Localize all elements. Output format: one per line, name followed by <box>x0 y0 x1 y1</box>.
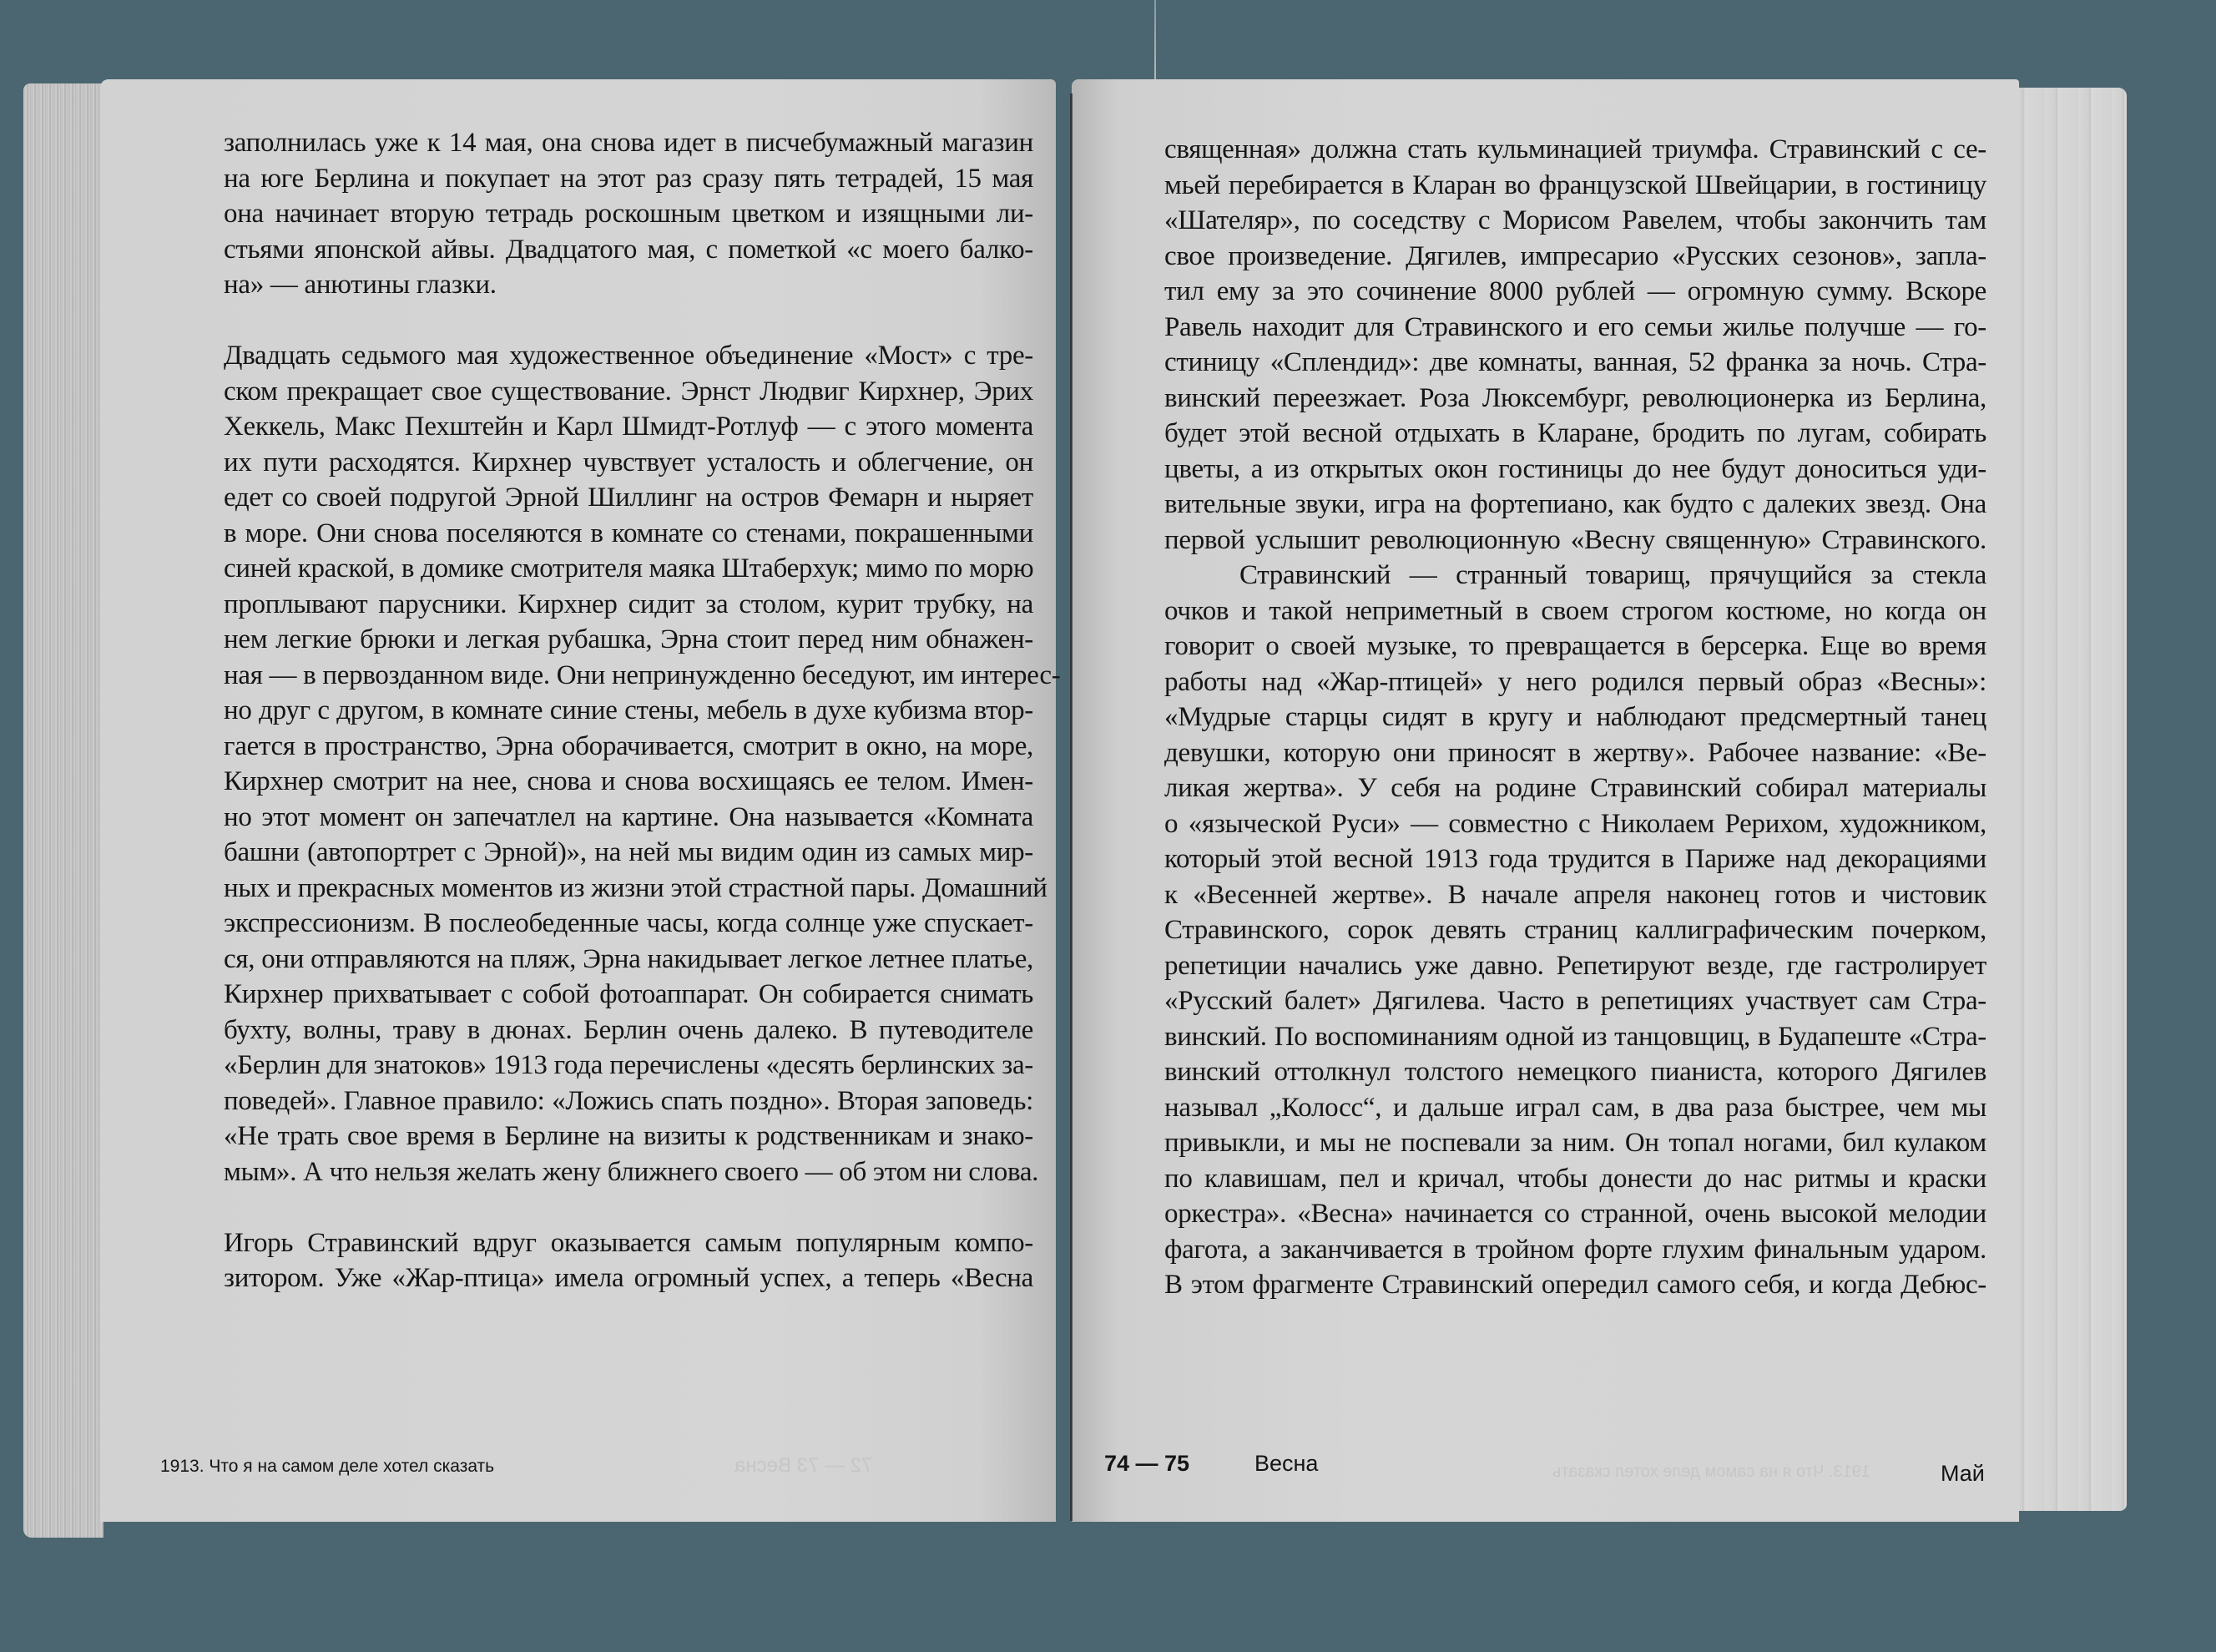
text-line: винский оттолкнул толстого немецкого пианиста, которого Дягилев <box>1164 1057 1986 1087</box>
text-line: но друг с другом, в комнате синие стены, мебель в духе кубизма втор- <box>224 695 1033 725</box>
text-line: священная» должна стать кульминацией триумфа. Стравинский с се- <box>1164 134 1986 164</box>
text-line: «Берлин для знатоков» 1913 года перечислены «десять берлинских за- <box>224 1050 1033 1080</box>
show-through-left: 72 — 73 Весна <box>734 1454 873 1477</box>
text-line: называл „Колосс“, и дальше играл сам, в два раза быстрее, чем мы <box>1164 1092 1986 1123</box>
text-line: ликая жертва». У себя на родине Стравинский собирал материалы <box>1164 773 1986 803</box>
text-line: очков и такой неприметный в своем строгом костюме, но когда он <box>1164 595 1986 626</box>
text-line: будет этой весной отдыхать в Кларане, бродить по лугам, собирать <box>1164 418 1986 448</box>
text-line: Стравинский — странный товарищ, прячущийся за стекла <box>1239 560 1986 590</box>
text-line: но этот момент он запечатлел на картине. Она называется «Комната <box>224 801 1033 832</box>
paragraph <box>224 1225 1033 1296</box>
right-page-edges <box>2012 88 2127 1511</box>
text-line: ском прекращает свое существование. Эрнст Людвиг Кирхнер, Эрих <box>224 376 1033 407</box>
paragraph <box>1164 132 1986 558</box>
text-line: Двадцать седьмого мая художественное объединение «Мост» с тре- <box>224 341 1033 371</box>
text-line: ная — в первозданном виде. Они непринужденно беседуют, им интерес- <box>224 659 1061 690</box>
text-line: ных и прекрасных моментов из жизни этой страстной пары. Домашний <box>224 872 1047 903</box>
text-line: Равель находит для Стравинского и его семьи жилье получше — го- <box>1164 311 1986 342</box>
text-line: едет со своей подругой Эрной Шиллинг на остров Фемарн и ныряет <box>224 482 1033 513</box>
text-line: винский. По воспоминаниям одной из танцовщиц, в Будапеште «Стра- <box>1164 1021 1986 1052</box>
paragraph-gap <box>224 1190 1033 1225</box>
text-line: работы над «Жар-птицей» у него родился первый образ «Весны»: <box>1164 666 1986 697</box>
text-line: в море. Они снова поселяются в комнате со стенами, покрашенными <box>224 518 1033 548</box>
right-page-body <box>1164 132 1986 1303</box>
text-line: башни (автопортрет с Эрной)», на ней мы видим один из самых мир- <box>224 837 1033 867</box>
text-line: мьей перебирается в Кларан во французской Швейцарии, в гостиницу <box>1164 169 1986 200</box>
text-line: на» — анютины глазки. <box>224 270 497 300</box>
text-line: свое произведение. Дягилев, импресарио «Русских сезонов», запла- <box>1164 240 1986 271</box>
text-line: Кирхнер смотрит на нее, снова и снова восхищаясь ее телом. Имен- <box>224 766 1033 796</box>
left-running-title: 1913. Что я на самом деле хотел сказать <box>160 1457 495 1476</box>
text-line: проплывают парусники. Кирхнер сидит за столом, курит трубку, на <box>224 589 1033 619</box>
text-line: о «языческой Руси» — совместно с Николаем Рерихом, художником, <box>1164 808 1986 839</box>
text-line: привыкли, и мы не поспевали за ним. Он топал ногами, бил кулаком <box>1164 1128 1986 1158</box>
section-title: Весна <box>1254 1451 1319 1476</box>
text-line: стиницу «Сплендид»: две комнаты, ванная, 52 франка за ночь. Стра- <box>1164 347 1986 377</box>
text-line: говорит о своей музыке, то превращается в берсерка. Еще во время <box>1164 631 1986 661</box>
text-line: заполнилась уже к 14 мая, она снова идет в писчебумажный магазин <box>224 128 1033 158</box>
text-line: девушки, которую они приносят в жертву». Рабочее название: «Ве- <box>1164 737 1986 768</box>
page-numbers: 74 — 75 <box>1104 1451 1190 1476</box>
text-line: на юге Берлина и покупает на этот раз сразу пять тетрадей, 15 мая <box>224 163 1033 194</box>
text-line: поведей». Главное правило: «Ложись спать поздно». Вторая заповедь: <box>224 1085 1033 1116</box>
text-line: по клавишам, пел и кричал, чтобы донести до нас ритмы и краски <box>1164 1163 1986 1194</box>
text-line: «Мудрые старцы сидят в кругу и наблюдают предсмертный танец <box>1164 702 1986 732</box>
text-line: цветы, а из открытых окон гостиницы до нее будут доноситься уди- <box>1164 453 1986 484</box>
text-line: она начинает вторую тетрадь роскошным цветком и изящными ли- <box>224 199 1033 229</box>
text-line: мым». А что нельзя желать жену ближнего своего — об этом ни слова. <box>224 1156 1039 1187</box>
paragraph <box>224 125 1033 303</box>
text-line: экспрессионизм. В послеобеденные часы, когда солнце уже спускает- <box>224 908 1033 938</box>
text-line: «Шателяр», по соседству с Морисом Равелем, чтобы закончить там <box>1164 205 1986 235</box>
left-page-body <box>224 125 1061 1296</box>
show-through-right: 1913. Что я на самом деле хотел сказать <box>1552 1463 1871 1481</box>
month-label: Май <box>1941 1461 1985 1486</box>
text-line: к «Весенней жертве». В начале апреля наконец готов и чистовик <box>1164 879 1986 910</box>
hanging-thread <box>1154 0 1156 83</box>
text-line: первой услышит революционную «Весну священную» Стравинского. <box>1164 524 1986 555</box>
text-line: стьями японской айвы. Двадцатого мая, с пометкой «с моего балко- <box>224 234 1033 265</box>
text-line: Хеккель, Макс Пехштейн и Карл Шмидт-Ротлуф — с этого момента <box>224 412 1033 442</box>
text-line: «Не трать свое время в Берлине на визиты к родственникам и знако- <box>224 1121 1033 1151</box>
text-line: В этом фрагменте Стравинский опередил самого себя, и когда Дебюс- <box>1164 1270 1986 1300</box>
text-line: их пути расходятся. Кирхнер чувствует усталость и облегчение, он <box>224 447 1033 477</box>
text-line: вительные звуки, игра на фортепиано, как будто с далеких звезд. Она <box>1164 489 1986 519</box>
text-line: оркестра». «Весна» начинается со странной, очень высокой мелодии <box>1164 1199 1986 1229</box>
text-line: репетиции начались уже давно. Репетируют везде, где гастролирует <box>1164 950 1986 981</box>
text-line: Стравинского, сорок девять страниц каллиграфическим почерком, <box>1164 915 1986 945</box>
text-line: ся, они отправляются на пляж, Эрна накидывает легкое летнее платье, <box>224 943 1033 974</box>
text-line: Игорь Стравинский вдруг оказывается самым популярным компо- <box>224 1227 1033 1258</box>
text-line: тил ему за это сочинение 8000 рублей — огромную сумму. Вскоре <box>1164 276 1986 306</box>
text-line: гается в пространство, Эрна оборачивается, смотрит в окно, на море, <box>224 730 1033 761</box>
paragraph-gap <box>224 303 1033 339</box>
book-spine-gutter <box>1070 93 1073 1521</box>
paragraph <box>224 338 1061 1190</box>
paragraph <box>1164 558 1986 1303</box>
text-line: «Русский балет» Дягилева. Часто в репетициях участвует сам Стра- <box>1164 986 1986 1016</box>
text-line: Кирхнер прихватывает с собой фотоаппарат. Он собирается снимать <box>224 979 1033 1009</box>
text-line: бухту, волны, траву в дюнах. Берлин очень далеко. В путеводителе <box>224 1014 1033 1045</box>
text-line: синей краской, в домике смотрителя маяка Штаберхук; мимо по морю <box>224 553 1034 584</box>
left-page-edges <box>23 83 103 1538</box>
text-line: нем легкие брюки и легкая рубашка, Эрна стоит перед ним обнажен- <box>224 624 1033 654</box>
text-line: фагота, а заканчивается в тройном форте глухим финальным ударом. <box>1164 1234 1986 1265</box>
text-line: зитором. Уже «Жар-птица» имела огромный успех, а теперь «Весна <box>224 1263 1033 1293</box>
text-line: винский переезжает. Роза Люксембург, революционерка из Берлина, <box>1164 382 1986 413</box>
text-line: который этой весной 1913 года трудится в Париже над декорациями <box>1164 844 1986 874</box>
